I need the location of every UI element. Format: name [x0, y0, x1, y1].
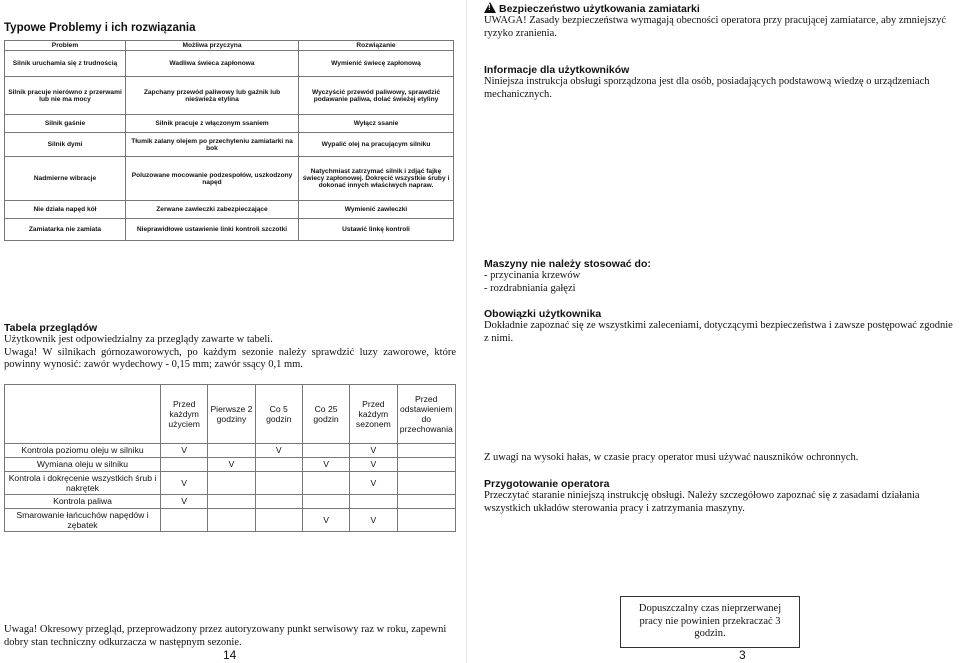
cause-cell: Zapchany przewód paliwowy lub gaźnik lub nieświeża etylina [126, 77, 299, 115]
maintenance-header-row [5, 384, 456, 443]
page-gutter [466, 0, 467, 663]
maint-header: Przed każdym użyciem [161, 384, 208, 443]
cause-cell: Nieprawidłowe ustawienie linki kontroli szczotki [126, 219, 299, 241]
duties-text: Dokładnie zapoznać się ze wszystkimi zaleceniami, dotyczącymi bezpieczeństwa i zawsze postępować zgodnie z nimi. [484, 320, 953, 344]
mark-cell: V [302, 457, 349, 471]
duties-section [484, 308, 956, 345]
mark-cell [302, 494, 349, 508]
mark-cell: V [161, 494, 208, 508]
cause-cell: Silnik pracuje z włączonym ssaniem [126, 115, 299, 133]
task-label: Kontrola poziomu oleju w silniku [5, 443, 161, 457]
cause-cell: Poluzowane mocowanie podzespołów, uszkodzony napęd [126, 157, 299, 201]
solution-cell: Wypalić olej na pracującym silniku [299, 133, 454, 157]
table-row [5, 471, 456, 494]
table-row [5, 457, 456, 471]
mark-cell [255, 494, 302, 508]
mark-cell [255, 508, 302, 531]
mark-cell: V [255, 443, 302, 457]
mark-cell [208, 508, 255, 531]
left-page [4, 0, 456, 648]
cause-cell: Wadliwa świeca zapłonowa [126, 51, 299, 77]
info-heading: Informacje dla użytkowników [484, 64, 630, 76]
safety-section [484, 2, 956, 40]
mark-cell [302, 443, 349, 457]
table-row [5, 77, 454, 115]
mark-cell: V [161, 471, 208, 494]
problem-cell: Nadmierne wibracje [5, 157, 126, 201]
task-label: Kontrola paliwa [5, 494, 161, 508]
cause-cell: Tłumik zalany olejem po przechyleniu zamiatarki na bok [126, 133, 299, 157]
mark-cell: V [208, 457, 255, 471]
prep-heading: Przygotowanie operatora [484, 478, 610, 490]
mark-cell [350, 494, 397, 508]
table-row [5, 201, 454, 219]
duties-heading: Obowiązki użytkownika [484, 308, 602, 320]
problem-cell: Silnik uruchamia się z trudnością [5, 51, 126, 77]
mark-cell [161, 508, 208, 531]
solution-cell: Natychmiast zatrzymać silnik i zdjąć fajkę świecy zapłonowej. Dokręcić wszystkie śruby i dokonać innych właściwych napraw. [299, 157, 454, 201]
table-row [5, 51, 454, 77]
mark-cell [208, 471, 255, 494]
mark-cell: V [350, 443, 397, 457]
header-problem: Problem [5, 41, 126, 51]
problem-cell: Silnik gaśnie [5, 115, 126, 133]
table-row [5, 508, 456, 531]
maintenance-corner-cell [5, 384, 161, 443]
task-label: Smarowanie łańcuchów napędów i zębatek [5, 508, 161, 531]
warning-icon [484, 2, 496, 13]
header-cause: Możliwa przyczyna [126, 41, 299, 51]
solution-cell: Wymienić zawleczki [299, 201, 454, 219]
problem-cell: Silnik pracuje nierówno z przerwami lub nie ma mocy [5, 77, 126, 115]
mark-cell: V [350, 508, 397, 531]
mark-cell: V [161, 443, 208, 457]
solution-cell: Wyczyścić przewód paliwowy, sprawdzić podawanie paliwa, dolać świeżej etyliny [299, 77, 454, 115]
material-section [484, 258, 956, 295]
page-number-left: 14 [223, 648, 237, 662]
task-label: Wymiana oleju w silniku [5, 457, 161, 471]
info-text: Niniejsza instrukcja obsługi sporządzona jest dla osób, posiadających podstawową wiedzę o urządzeniach mechanicznych. [484, 76, 930, 100]
noise-note: Z uwagi na wysoki hałas, w czasie pracy operator musi używać nauszników ochronnych. [484, 452, 859, 463]
mark-cell [397, 508, 456, 531]
maint-header: Pierwsze 2 godziny [208, 384, 255, 443]
mark-cell [161, 457, 208, 471]
solution-cell: Wyłącz ssanie [299, 115, 454, 133]
material-item: - rozdrabniania gałęzi [484, 282, 576, 294]
safety-text: UWAGA! Zasady bezpieczeństwa wymagają obecności operatora przy pracującej zamiatarce, aby zmniejszyć ryzyko zranienia. [484, 15, 947, 39]
troubleshooting-title: Typowe Problemy i ich rozwiązania [4, 22, 196, 34]
mark-cell [397, 494, 456, 508]
troubleshooting-header-row [5, 41, 454, 51]
problem-cell: Nie działa napęd kół [5, 201, 126, 219]
review-intro: Użytkownik jest odpowiedzialny za przeglądy zawarte w tabeli. [4, 334, 273, 345]
solution-cell: Ustawić linkę kontroli [299, 219, 454, 241]
table-row [5, 219, 454, 241]
page-number-right: 3 [739, 648, 746, 662]
material-item: - przycinania krzewów [484, 270, 581, 281]
maint-header: Przed odstawieniem do przechowania [397, 384, 456, 443]
mark-cell [397, 443, 456, 457]
review-section [4, 322, 456, 532]
safety-heading: Bezpieczeństwo użytkowania zamiatarki [499, 3, 700, 15]
prep-text: Przeczytać staranie niniejszą instrukcję obsługi. Należy szczegółowo zapoznać się z zasadami działania wszystkich układów sterowania pracy i zatrzymania maszyny. [484, 490, 920, 514]
work-time-notice: Dopuszczalny czas nieprzerwanej pracy nie powinien przekraczać 3 godzin. [620, 596, 800, 648]
info-section [484, 64, 956, 101]
review-heading: Tabela przeglądów [4, 322, 98, 334]
table-row [5, 494, 456, 508]
review-warning: Uwaga! W silnikach górnozaworowych, po każdym sezonie należy sprawdzić luzy zaworowe, które powinny wynosić: zawór wydechowy - 0,15 mm; zawór ssący 0,1 mm. [4, 346, 456, 371]
footer-note: Uwaga! Okresowy przegląd, przeprowadzony przez autoryzowany punkt serwisowy raz w roku, zapewni dobry stan techniczny odkurzacza w następnym sezonie. [4, 624, 447, 648]
mark-cell: V [302, 508, 349, 531]
cause-cell: Zerwane zawleczki zabezpieczające [126, 201, 299, 219]
prep-section [484, 478, 956, 515]
mark-cell [208, 443, 255, 457]
header-solution: Rozwiązanie [299, 41, 454, 51]
mark-cell: V [350, 471, 397, 494]
mark-cell [255, 457, 302, 471]
table-row [5, 157, 454, 201]
table-row [5, 133, 454, 157]
maintenance-table [4, 384, 456, 532]
problem-cell: Zamiatarka nie zamiata [5, 219, 126, 241]
mark-cell [208, 494, 255, 508]
task-label: Kontrola i dokręcenie wszystkich śrub i nakrętek [5, 471, 161, 494]
mark-cell: V [350, 457, 397, 471]
maint-header: Co 25 godzin [302, 384, 349, 443]
mark-cell [397, 471, 456, 494]
solution-cell: Wymienić świecę zapłonową [299, 51, 454, 77]
problem-cell: Silnik dymi [5, 133, 126, 157]
mark-cell [255, 471, 302, 494]
mark-cell [302, 471, 349, 494]
maint-header: Przed każdym sezonem [350, 384, 397, 443]
table-row [5, 115, 454, 133]
material-heading: Maszyny nie należy stosować do: [484, 258, 651, 270]
mark-cell [397, 457, 456, 471]
table-row [5, 443, 456, 457]
maint-header: Co 5 godzin [255, 384, 302, 443]
troubleshooting-table [4, 40, 454, 241]
